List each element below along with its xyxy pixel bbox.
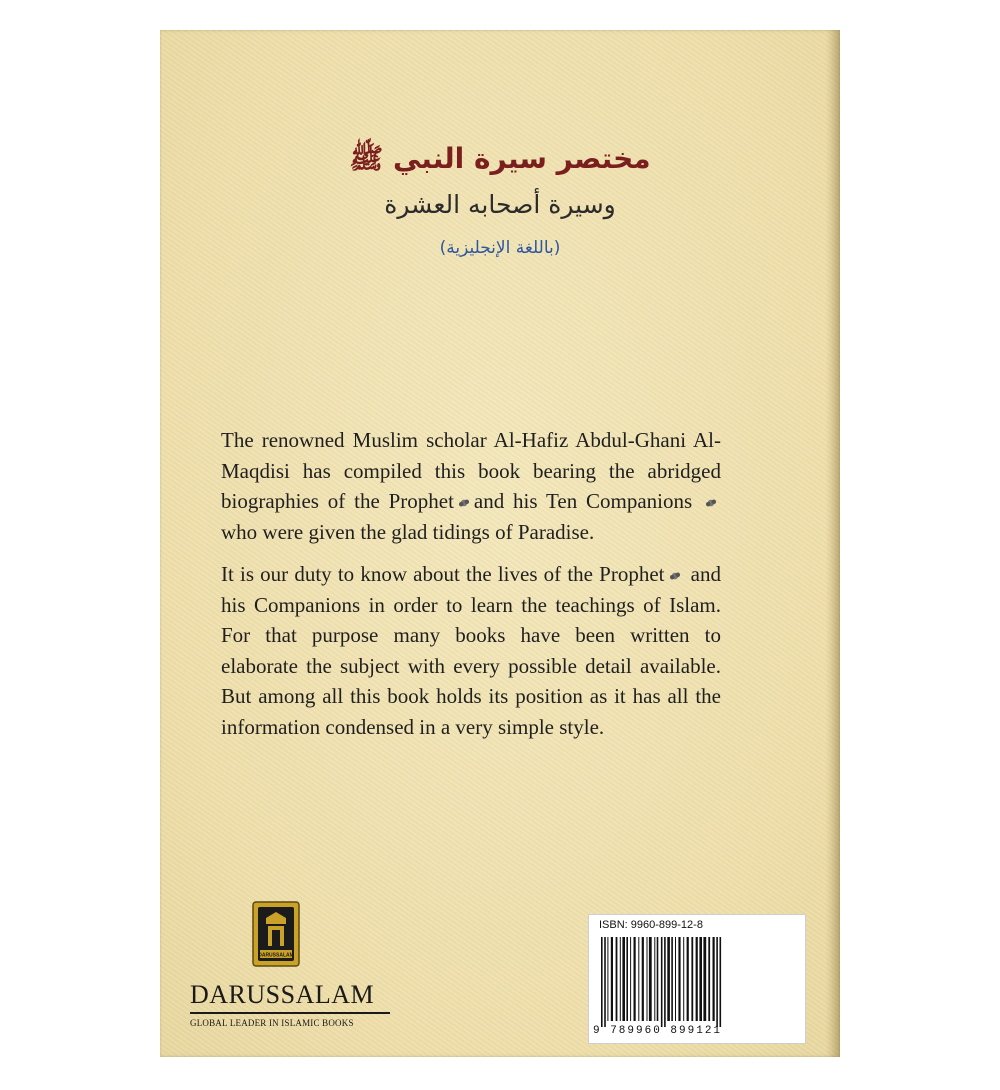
cover-blurb	[221, 425, 721, 754]
barcode-bar	[630, 937, 631, 1021]
barcode-bar	[687, 937, 689, 1021]
spine-edge	[826, 30, 840, 1057]
blurb-text: The renowned Muslim scholar Al-Hafiz Abdul-Ghani Al-Maqdisi has compiled this book bearing the abridged biographies of the Prophet	[221, 428, 721, 513]
barcode-bar	[683, 937, 684, 1021]
blurb-text: and his Ten Companions	[473, 489, 693, 513]
barcode-bar	[678, 937, 680, 1021]
blurb-text: and his Companions in order to learn the teachings of Islam. For that purpose many books have been written to elaborate the subject with every possible detail available. But among all this book holds its position as it has all the information condensed in a very simple style.	[221, 562, 721, 739]
barcode-bar	[713, 937, 715, 1021]
barcode-bar	[691, 937, 693, 1021]
barcode-bar	[620, 937, 621, 1021]
isbn-barcode	[588, 914, 806, 1044]
barcode-bars	[589, 915, 805, 1043]
barcode-bar	[607, 937, 608, 1021]
barcode-bar	[622, 937, 625, 1021]
barcode-number: 9 789960 899121	[593, 1025, 723, 1037]
publisher-tagline: GLOBAL LEADER IN ISLAMIC BOOKS	[190, 1018, 354, 1028]
barcode-bar	[649, 937, 652, 1021]
blurb-paragraph-2	[221, 559, 721, 742]
barcode-bar	[699, 937, 702, 1021]
barcode-bar	[604, 937, 606, 1027]
barcode-bar	[703, 937, 706, 1021]
blurb-text: It is our duty to know about the lives of the Prophet	[221, 562, 665, 586]
arabic-subtitle: وسيرة أصحابه العشرة	[384, 190, 616, 219]
barcode-bar	[675, 937, 676, 1021]
blurb-text: who were given the glad tidings of Paradise.	[221, 519, 595, 544]
barcode-bar	[642, 937, 644, 1021]
book-back-cover	[160, 30, 840, 1057]
barcode-bar	[720, 937, 722, 1027]
barcode-bar	[601, 937, 603, 1027]
barcode-bar	[696, 937, 698, 1021]
publisher-name: DARUSSALAM	[190, 980, 390, 1014]
barcode-bar	[667, 937, 670, 1021]
arabic-language-note: (باللغة الإنجليزية)	[439, 238, 561, 258]
barcode-bar	[616, 937, 618, 1021]
blurb-paragraph-1	[221, 425, 721, 547]
arabic-title: مختصر سيرة النبي ﷺ	[349, 142, 651, 175]
barcode-bar	[638, 937, 639, 1021]
barcode-bar	[671, 937, 673, 1021]
barcode-bar	[664, 937, 666, 1027]
barcode-bar	[647, 937, 648, 1021]
barcode-bar	[716, 937, 718, 1027]
isbn-label: ISBN: 9960-899-12-8	[599, 919, 703, 931]
barcode-bar	[708, 937, 710, 1021]
barcode-bar	[661, 937, 663, 1027]
ra-honorific-icon	[704, 497, 718, 509]
barcode-bar	[634, 937, 636, 1021]
darussalam-logo-icon	[251, 900, 301, 968]
barcode-bar	[654, 937, 655, 1021]
logo-small-text: DARUSSALAM	[258, 952, 294, 959]
barcode-bar	[626, 937, 628, 1021]
pbuh-honorific-icon	[457, 497, 471, 509]
barcode-bar	[611, 937, 613, 1021]
pbuh-honorific-icon	[668, 570, 682, 582]
barcode-bar	[657, 937, 659, 1021]
